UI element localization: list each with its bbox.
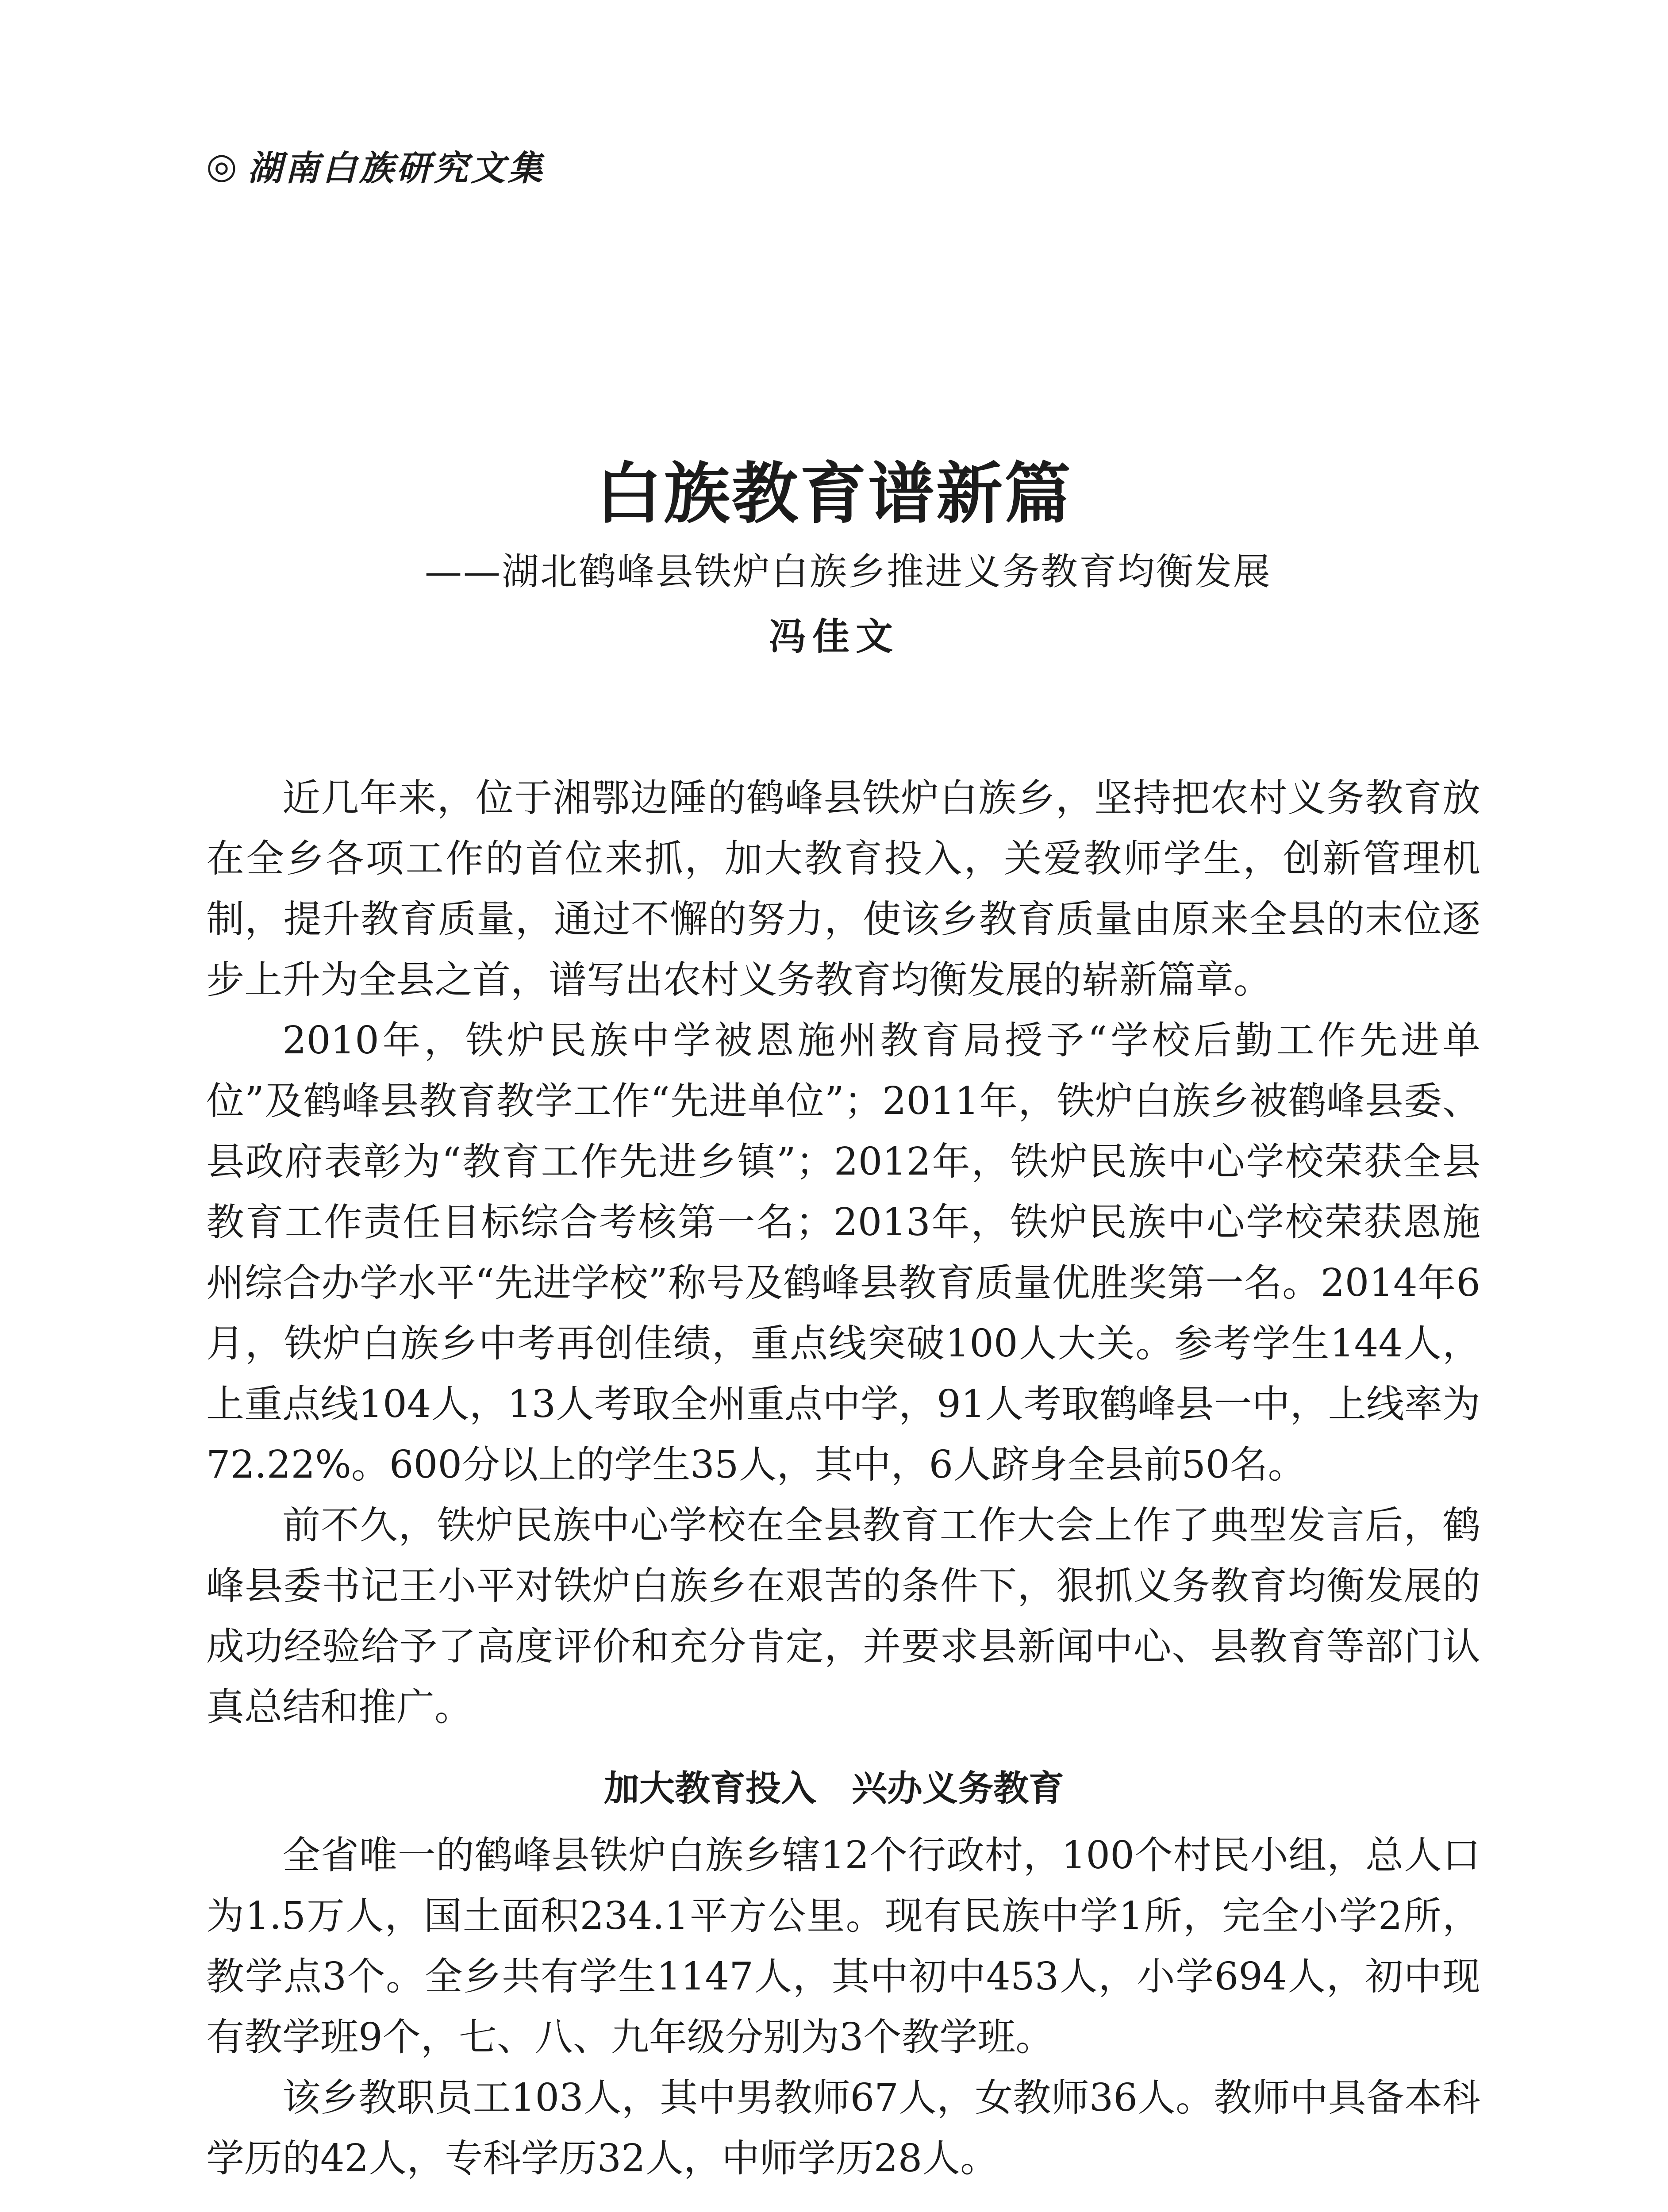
paragraph-overview: 全省唯一的鹤峰县铁炉白族乡辖12个行政村，100个村民小组，总人口为1.5万人，国土面积234.1平方公里。现有民族中学1所，完全小学2所，教学点3个。全乡共有学生1147人，其中初中453人，小学694人，初中现有教学班9个，七、八、九年级分别为3个教学班。 (206, 1833, 1480, 2059)
article-title: 白族教育谱新篇 (595, 456, 1072, 533)
paragraph-intro: 近几年来，位于湘鄂边陲的鹤峰县铁炉白族乡，坚持把农村义务教育放在全乡各项工作的首位来抓，加大教育投入，关爱教师学生，创新管理机制，提升教育质量，通过不懈的努力，使该乡教育质量由原来全县的末位逐步上升为全县之首，谱写出农村义务教育均衡发展的崭新篇章。 (206, 776, 1480, 1002)
paragraph-staff: 该乡教职员工103人，其中男教师67人，女教师36人。教师中具备本科学历的42人，专科学历32人，中师学历28人。 (206, 2076, 1480, 2181)
paragraph-recognition: 前不久，铁炉民族中心学校在全县教育工作大会上作了典型发言后，鹤峰县委书记王小平对铁炉白族乡在艰苦的条件下，狠抓义务教育均衡发展的成功经验给予了高度评价和充分肯定，并要求县新闻中心、县教育等部门认真总结和推广。 (206, 1503, 1480, 1729)
running-header (206, 141, 545, 190)
section-heading: 加大教育投入 兴办义务教育 (604, 1768, 1064, 1809)
article-author: 冯佳文 (769, 614, 899, 658)
circle-mark-icon: ◎ (206, 145, 240, 186)
article-subtitle: ——湖北鹤峰县铁炉白族乡推进义务教育均衡发展 (425, 550, 1272, 593)
collection-title: 湖南白族研究文集 (247, 148, 545, 188)
paragraph-achievements: 2010年，铁炉民族中学被恩施州教育局授予“学校后勤工作先进单位”及鹤峰县教育教学工作“先进单位”；2011年，铁炉白族乡被鹤峰县委、县政府表彰为“教育工作先进乡镇”；2012年，铁炉民族中心学校荣获全县教育工作责任目标综合考核第一名；2013年，铁炉民族中心学校荣获恩施州综合办学水平“先进学校”称号及鹤峰县教育质量优胜奖第一名。2014年6月，铁炉白族乡中考再创佳绩，重点线突破100人大关。参考学生144人，上重点线104人，13人考取全州重点中学，91人考取鹤峰县一中，上线率为72.22%。600分以上的学生35人，其中，6人跻身全县前50名。 (206, 1018, 1480, 1487)
